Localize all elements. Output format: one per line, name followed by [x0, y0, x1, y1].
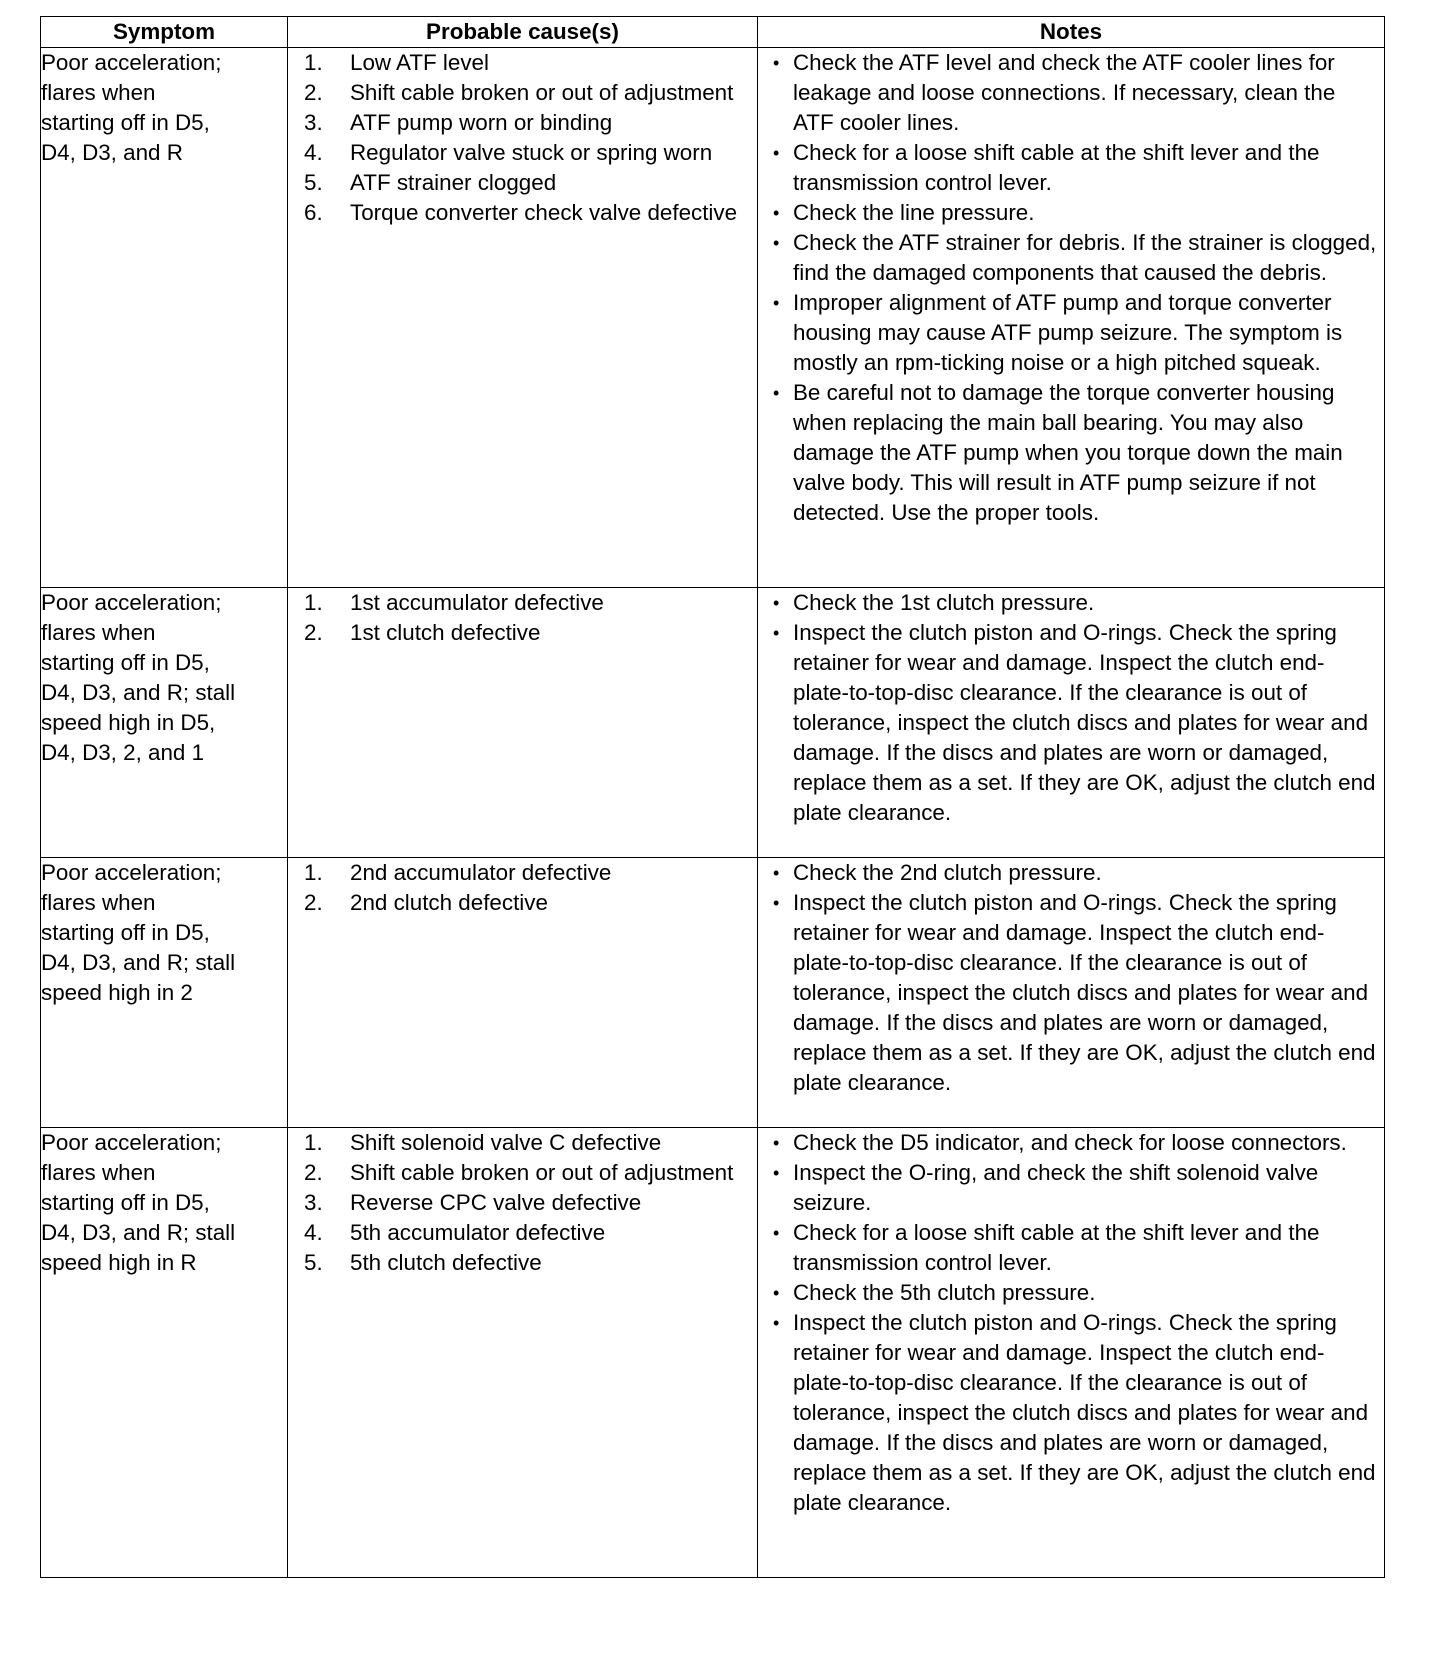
notes-cell — [758, 858, 1385, 1128]
header-notes: Notes — [758, 17, 1385, 48]
cause-number: 1. — [304, 1130, 323, 1155]
cause-item — [304, 108, 757, 138]
table-row — [41, 588, 1385, 858]
note-text: Check for a loose shift cable at the shift lever and the transmission control lever. — [793, 1220, 1320, 1275]
cause-item — [304, 1218, 757, 1248]
bullet-icon: • — [773, 1163, 780, 1183]
note-item — [773, 1278, 1380, 1308]
cause-number: 1. — [304, 590, 323, 615]
symptom-line: speed high in 2 — [41, 980, 193, 1005]
causes-list — [288, 588, 757, 648]
symptom-line: flares when — [41, 890, 156, 915]
causes-cell — [288, 1128, 758, 1578]
cause-text: 2nd clutch defective — [350, 890, 548, 915]
symptom-line: D4, D3, and R — [41, 140, 183, 165]
cause-text: ATF pump worn or binding — [350, 110, 613, 135]
table-row — [41, 48, 1385, 588]
cause-item — [304, 618, 757, 648]
note-text: Check for a loose shift cable at the shift lever and the transmission control lever. — [793, 140, 1320, 195]
cause-text: Regulator valve stuck or spring worn — [350, 140, 713, 165]
cause-item — [304, 138, 757, 168]
note-text: Inspect the clutch piston and O-rings. Check the spring retainer for wear and damage. Inspect the clutch end-plate-to-top-disc clearance. If the clearance is out of tolerance, inspect the clutch discs and plates for wear and damage. If the discs and plates are worn or damaged, replace them as a set. If they are OK, adjust the clutch end plate clearance. — [793, 1310, 1376, 1515]
symptom-line: Poor acceleration; — [41, 860, 222, 885]
note-item — [773, 1218, 1380, 1278]
symptom-line: flares when — [41, 1160, 156, 1185]
cause-number: 5. — [304, 1250, 323, 1275]
note-item — [773, 1128, 1380, 1158]
cause-text: 2nd accumulator defective — [350, 860, 612, 885]
note-text: Be careful not to damage the torque converter housing when replacing the main ball bearing. You may also damage the ATF pump when you torque down the main valve body. This will result in ATF pump seizure if not detected. Use the proper tools. — [793, 380, 1343, 525]
bullet-icon: • — [773, 53, 780, 73]
symptom-line: speed high in R — [41, 1250, 197, 1275]
cause-text: Reverse CPC valve defective — [350, 1190, 642, 1215]
symptom-line: Poor acceleration; — [41, 1130, 222, 1155]
bullet-icon: • — [773, 623, 780, 643]
causes-cell — [288, 588, 758, 858]
cause-number: 2. — [304, 890, 323, 915]
note-text: Improper alignment of ATF pump and torque converter housing may cause ATF pump seizure. The symptom is mostly an rpm-ticking noise or a high pitched squeak. — [793, 290, 1343, 375]
note-item — [773, 288, 1380, 378]
bullet-icon: • — [773, 203, 780, 223]
header-symptom: Symptom — [41, 17, 288, 48]
troubleshooting-table — [40, 16, 1385, 1578]
table-row — [41, 1128, 1385, 1578]
bullet-icon: • — [773, 1223, 780, 1243]
note-text: Inspect the clutch piston and O-rings. Check the spring retainer for wear and damage. Inspect the clutch end-plate-to-top-disc clearance. If the clearance is out of tolerance, inspect the clutch discs and plates for wear and damage. If the discs and plates are worn or damaged, replace them as a set. If they are OK, adjust the clutch end plate clearance. — [793, 620, 1376, 825]
cause-number: 3. — [304, 1190, 323, 1215]
cause-text: 1st accumulator defective — [350, 590, 604, 615]
cause-item — [304, 198, 757, 228]
symptom-cell — [41, 1128, 288, 1578]
symptom-line: flares when — [41, 80, 156, 105]
cause-item — [304, 1188, 757, 1218]
bullet-icon: • — [773, 293, 780, 313]
cause-item — [304, 588, 757, 618]
cause-item — [304, 78, 757, 108]
cause-number: 4. — [304, 140, 323, 165]
cause-text: 5th accumulator defective — [350, 1220, 606, 1245]
symptom-line: flares when — [41, 620, 156, 645]
notes-cell — [758, 1128, 1385, 1578]
cause-number: 2. — [304, 80, 323, 105]
symptom-line: speed high in D5, — [41, 710, 216, 735]
symptom-cell — [41, 48, 288, 588]
bullet-icon: • — [773, 143, 780, 163]
note-text: Check the 2nd clutch pressure. — [793, 860, 1102, 885]
cause-item — [304, 48, 757, 78]
causes-list — [288, 858, 757, 918]
cause-text: Shift solenoid valve C defective — [350, 1130, 662, 1155]
note-item — [773, 858, 1380, 888]
cause-number: 5. — [304, 170, 323, 195]
cause-number: 6. — [304, 200, 323, 225]
cause-text: Shift cable broken or out of adjustment — [350, 80, 734, 105]
cause-item — [304, 858, 757, 888]
cause-number: 1. — [304, 50, 323, 75]
causes-cell — [288, 48, 758, 588]
note-text: Inspect the clutch piston and O-rings. Check the spring retainer for wear and damage. Inspect the clutch end-plate-to-top-disc clearance. If the clearance is out of tolerance, inspect the clutch discs and plates for wear and damage. If the discs and plates are worn or damaged, replace them as a set. If they are OK, adjust the clutch end plate clearance. — [793, 890, 1376, 1095]
symptom-cell — [41, 858, 288, 1128]
notes-list — [758, 1128, 1384, 1518]
note-item — [773, 48, 1380, 138]
note-text: Check the ATF level and check the ATF cooler lines for leakage and loose connections. If necessary, clean the ATF cooler lines. — [793, 50, 1336, 135]
note-item — [773, 1158, 1380, 1218]
symptom-line: Poor acceleration; — [41, 590, 222, 615]
symptom-line: D4, D3, and R; stall — [41, 950, 236, 975]
bullet-icon: • — [773, 1133, 780, 1153]
note-text: Check the ATF strainer for debris. If the strainer is clogged, find the damaged components that caused the debris. — [793, 230, 1377, 285]
cause-item — [304, 1248, 757, 1278]
note-item — [773, 618, 1380, 828]
cause-number: 4. — [304, 1220, 323, 1245]
header-causes: Probable cause(s) — [288, 17, 758, 48]
bullet-icon: • — [773, 863, 780, 883]
symptom-line: Poor acceleration; — [41, 50, 222, 75]
bullet-icon: • — [773, 383, 780, 403]
bullet-icon: • — [773, 1283, 780, 1303]
symptom-cell — [41, 588, 288, 858]
causes-cell — [288, 858, 758, 1128]
table-body — [41, 48, 1385, 1578]
cause-number: 2. — [304, 620, 323, 645]
cause-text: Shift cable broken or out of adjustment — [350, 1160, 734, 1185]
cause-number: 1. — [304, 860, 323, 885]
cause-item — [304, 168, 757, 198]
note-item — [773, 198, 1380, 228]
note-text: Check the 5th clutch pressure. — [793, 1280, 1096, 1305]
symptom-line: starting off in D5, — [41, 110, 210, 135]
notes-list — [758, 858, 1384, 1098]
note-item — [773, 888, 1380, 1098]
cause-text: 1st clutch defective — [350, 620, 541, 645]
note-text: Inspect the O-ring, and check the shift solenoid valve seizure. — [793, 1160, 1319, 1215]
cause-text: 5th clutch defective — [350, 1250, 542, 1275]
note-item — [773, 138, 1380, 198]
cause-text: Low ATF level — [350, 50, 489, 75]
cause-text: ATF strainer clogged — [350, 170, 557, 195]
symptom-line: D4, D3, and R; stall — [41, 680, 236, 705]
cause-number: 3. — [304, 110, 323, 135]
notes-cell — [758, 588, 1385, 858]
note-item — [773, 588, 1380, 618]
symptom-line: starting off in D5, — [41, 920, 210, 945]
bullet-icon: • — [773, 893, 780, 913]
note-text: Check the line pressure. — [793, 200, 1035, 225]
cause-item — [304, 888, 757, 918]
bullet-icon: • — [773, 593, 780, 613]
bullet-icon: • — [773, 233, 780, 253]
symptom-line: D4, D3, 2, and 1 — [41, 740, 205, 765]
symptom-line: starting off in D5, — [41, 650, 210, 675]
note-item — [773, 228, 1380, 288]
notes-list — [758, 588, 1384, 828]
note-text: Check the D5 indicator, and check for loose connectors. — [793, 1130, 1347, 1155]
note-item — [773, 378, 1380, 528]
causes-list — [288, 48, 757, 228]
symptom-line: D4, D3, and R; stall — [41, 1220, 236, 1245]
cause-number: 2. — [304, 1160, 323, 1185]
note-item — [773, 1308, 1380, 1518]
cause-text: Torque converter check valve defective — [350, 200, 738, 225]
cause-item — [304, 1158, 757, 1188]
header-row — [41, 17, 1385, 48]
causes-list — [288, 1128, 757, 1278]
cause-item — [304, 1128, 757, 1158]
bullet-icon: • — [773, 1313, 780, 1333]
note-text: Check the 1st clutch pressure. — [793, 590, 1095, 615]
symptom-line: starting off in D5, — [41, 1190, 210, 1215]
table-row — [41, 858, 1385, 1128]
notes-list — [758, 48, 1384, 528]
notes-cell — [758, 48, 1385, 588]
